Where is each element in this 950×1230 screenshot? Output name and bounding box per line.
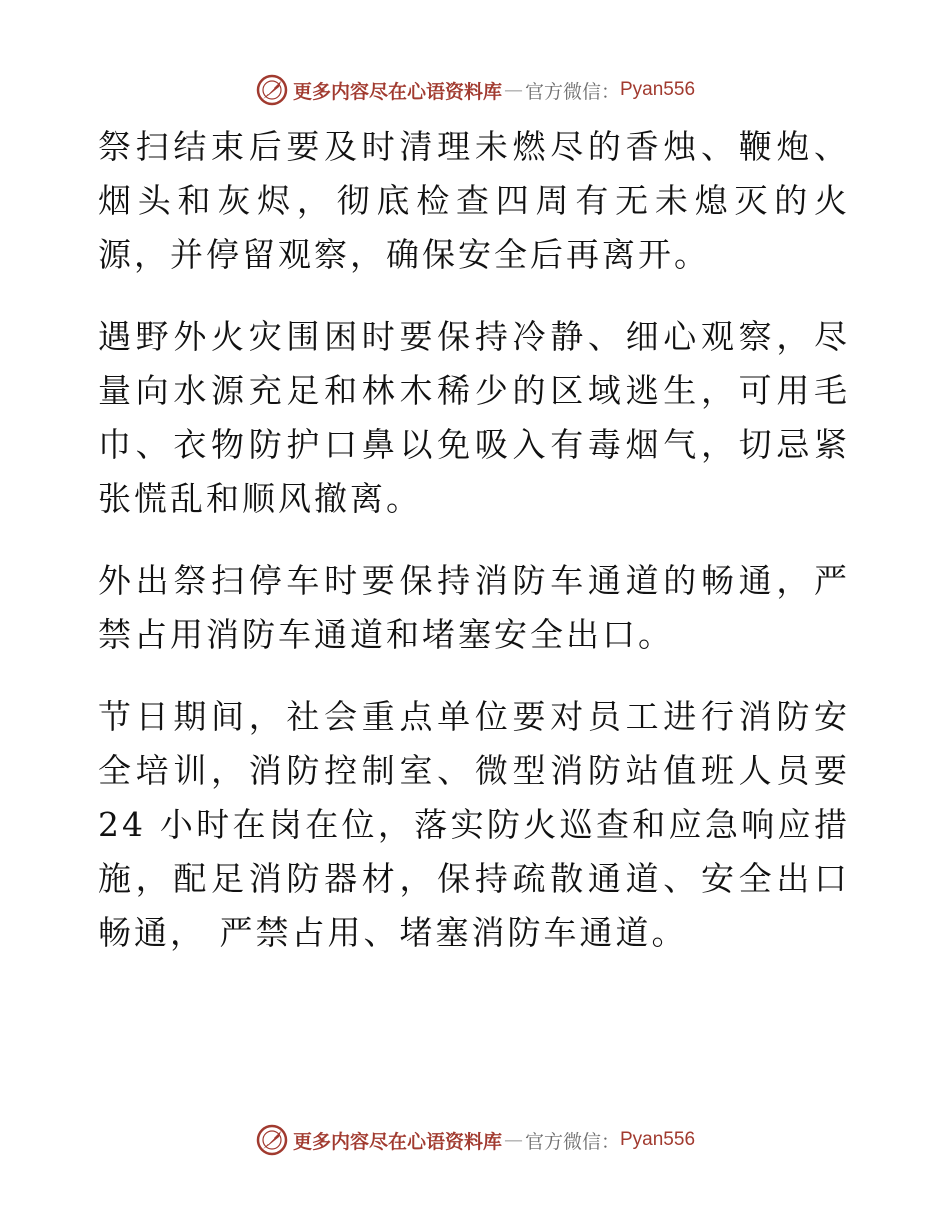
footer-separator: —	[503, 1129, 523, 1151]
header-site-text: 更多内容尽在心语资料库	[292, 80, 502, 103]
quill-circle-logo-icon	[255, 1123, 289, 1157]
paragraph-key-units: 节日期间，社会重点单位要对员工进行消防安全培训，消防控制室、微型消防站值班人员要 24 小时在岗在位，落实防火巡查和应急响应措施，配足消防器材，保持疏散通道、安全出口畅通， 严禁占用、堵塞消防车通道。	[98, 697, 850, 952]
header-wechat-id: Pyan556	[620, 79, 696, 100]
paragraph-cleanup: 祭扫结束后要及时清理未燃尽的香烛、鞭炮、烟头和灰烬，彻底检查四周有无未熄灭的火源，并停留观察，确保安全后再离开。	[98, 127, 850, 274]
header-banner[interactable]	[0, 72, 950, 108]
paragraph-parking: 外出祭扫停车时要保持消防车通道的畅通，严禁占用消防车通道和堵塞安全出口。	[98, 561, 850, 654]
header-wechat-label: 官方微信：	[524, 80, 620, 103]
footer-wechat-id: Pyan556	[620, 1129, 696, 1150]
document-body	[98, 120, 850, 988]
header-separator: —	[503, 79, 523, 101]
footer-wechat-label: 官方微信：	[524, 1130, 620, 1153]
quill-circle-logo-icon	[255, 73, 289, 107]
footer-site-text: 更多内容尽在心语资料库	[292, 1130, 502, 1153]
footer-banner[interactable]	[0, 1122, 950, 1158]
paragraph-wildfire-escape: 遇野外火灾围困时要保持冷静、细心观察，尽量向水源充足和林木稀少的区域逃生，可用毛巾、衣物防护口鼻以免吸入有毒烟气，切忌紧张慌乱和顺风撤离。	[98, 317, 850, 518]
